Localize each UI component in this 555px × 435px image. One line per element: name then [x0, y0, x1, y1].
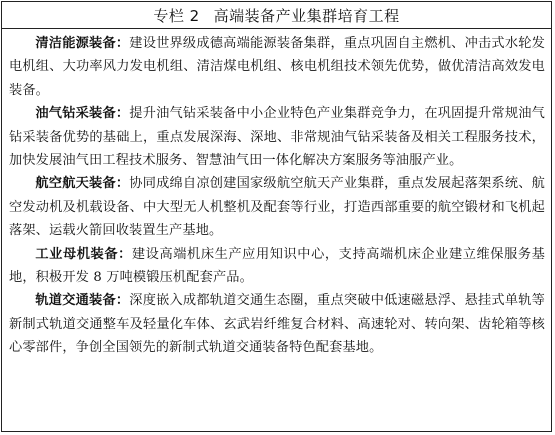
section-heading: 油气钻采装备：: [35, 106, 130, 122]
section-heading: 轨道交通装备：: [35, 293, 130, 309]
section-clean-energy-equipment: [9, 32, 545, 102]
section-body: 提升油气钻采装备中小企业特色产业集群竞争力，在巩固提升常规油气钻采装备优势的基础上，重点发展深海、深地、非常规油气钻采装备及相关工程服务技术，加快发展油气田工程技术服务、智慧油气田一体化解决方案服务等油服产业。: [9, 106, 545, 169]
section-oil-gas-drilling-equipment: [9, 102, 545, 172]
section-machine-tool-equipment: [9, 243, 545, 290]
column-number: 专栏 2: [153, 6, 200, 25]
column-title-row: [2, 2, 551, 29]
section-aerospace-equipment: [9, 172, 545, 242]
section-rail-transit-equipment: [9, 289, 545, 359]
section-body: 协同成绵自凉创建国家级航空航天产业集群，重点发展起落架系统、航空发动机及机载设备、中大型无人机整机及配套等行业，打造西部重要的航空锻材和飞机起落架、运载火箭回收装置生产基地。: [9, 176, 545, 239]
section-body: 深度嵌入成都轨道交通生态圈，重点突破中低速磁悬浮、悬挂式单轨等新制式轨道交通整车及轻量化车体、玄武岩纤维复合材料、高速轮对、转向架、齿轮箱等核心零部件，争创全国领先的新制式轨道交通装备特色配套基地。: [9, 293, 545, 356]
section-heading: 航空航天装备：: [35, 176, 130, 192]
section-heading: 清洁能源装备：: [35, 36, 130, 51]
column-box: [1, 1, 552, 432]
column-content: [2, 29, 551, 360]
section-body: 建设高端机床生产应用知识中心，支持高端机床企业建立维保服务基地，积极开发 8 万吨模锻压机配套产品。: [9, 246, 545, 286]
section-heading: 工业母机装备：: [35, 246, 132, 262]
section-body: 建设世界级成德高端能源装备集群，重点巩固自主燃机、冲击式水轮发电机组、大功率风力发电机组、清洁煤电机组、核电机组技术领先优势，做优清洁高效发电装备。: [9, 36, 545, 98]
column-title: 高端装备产业集群培育工程: [213, 6, 400, 25]
